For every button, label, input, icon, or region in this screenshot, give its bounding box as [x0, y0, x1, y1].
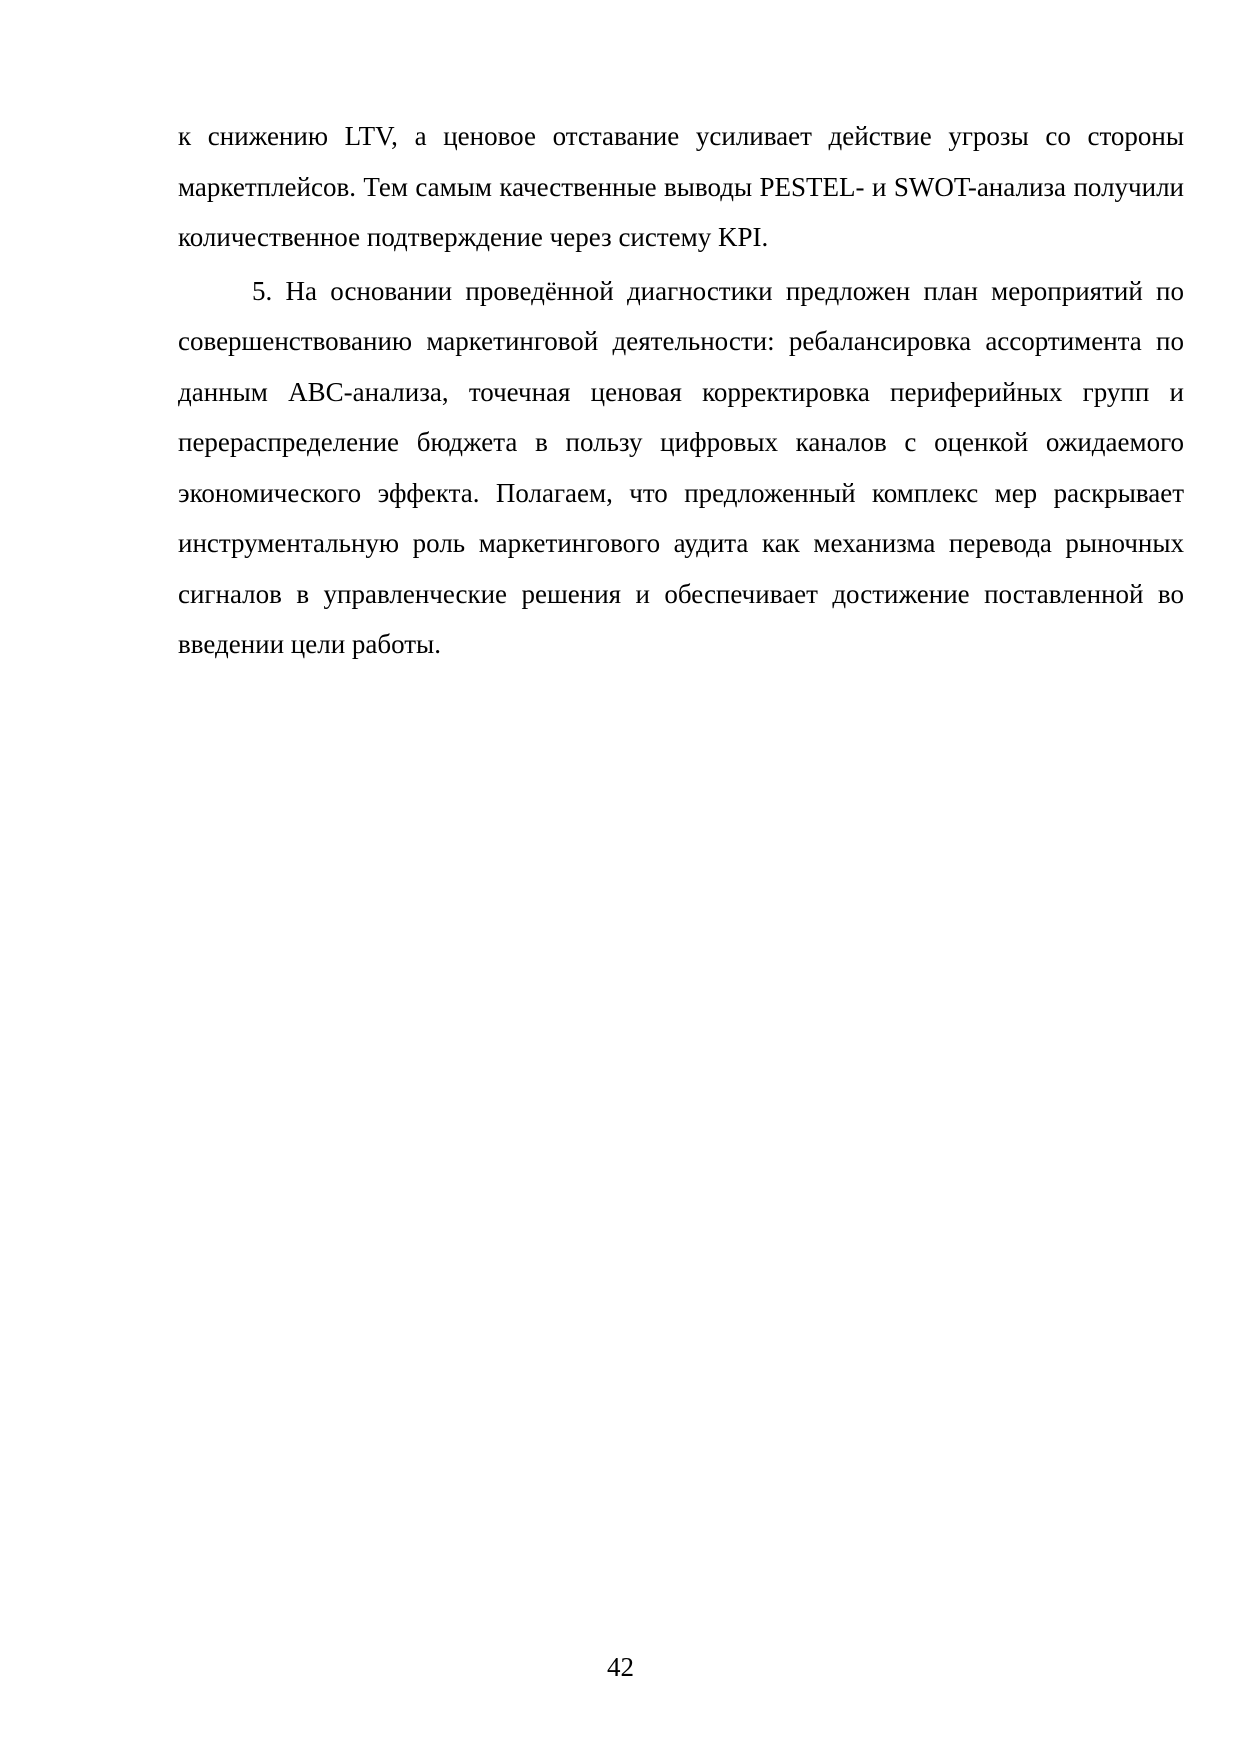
paragraph-continuation: к снижению LTV, а ценовое отставание усиливает действие угрозы со стороны маркетплейсов. Тем самым качественные выводы PESTEL- и SWOT-анализа получили количественное подтверждение через систему KPI. [178, 121, 1184, 252]
paragraph-conclusion-5: 5. На основании проведённой диагностики предложен план мероприятий по совершенствованию маркетинговой деятельности: ребалансировка ассортимента по данным ABC-анализа, точечная ценовая корректировка периферийных групп и перераспределение бюджета в пользу цифровых каналов с оценкой ожидаемого экономического эффекта. Полагаем, что предложенный комплекс мер раскрывает инструментальную роль маркетингового аудита как механизма перевода рыночных сигналов в управленческие решения и обеспечивает достижение поставленной во введении цели работы. [178, 275, 1184, 659]
page-number: 42 [607, 1652, 634, 1682]
body-text [178, 111, 1184, 670]
